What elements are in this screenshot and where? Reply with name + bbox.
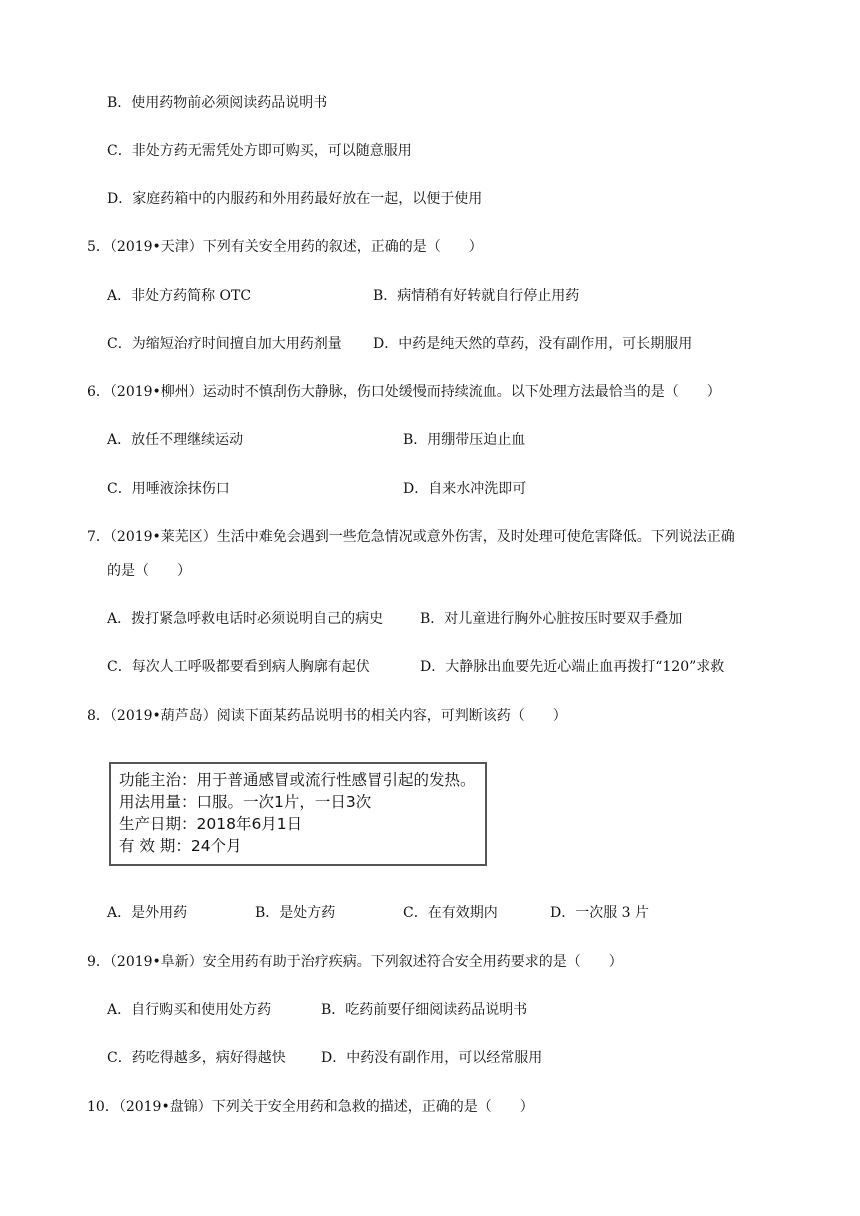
q6-option-b: B．用绷带压迫止血 (403, 432, 526, 448)
q5-stem: 5．（2019•天津）下列有关安全用药的叙述，正确的是（ ） (87, 239, 483, 255)
notice-production-date: 生产日期：2018年6月1日 (119, 815, 303, 833)
q8-option-a: A．是外用药 (107, 905, 188, 921)
q6-option-c: C．用唾液涂抹伤口 (107, 481, 230, 497)
q4-option-c: C．非处方药无需凭处方即可购买，可以随意服用 (107, 143, 412, 159)
q7-option-c: C．每次人工呼吸都要看到病人胸廓有起伏 (107, 659, 370, 675)
q10-stem: 10．（2019•盘锦）下列关于安全用药和急救的描述，正确的是（ ） (87, 1099, 534, 1115)
q9-stem: 9．（2019•阜新）安全用药有助于治疗疾病。下列叙述符合安全用药要求的是（ ） (87, 954, 623, 970)
notice-indications: 功能主治：用于普通感冒或流行性感冒引起的发热。 (119, 771, 476, 789)
q8-option-b: B．是处方药 (255, 905, 336, 921)
q4-option-b: B．使用药物前必须阅读药品说明书 (107, 95, 328, 111)
q7-option-b: B．对儿童进行胸外心脏按压时要双手叠加 (420, 611, 683, 627)
q7-stem-line2: 的是（ ） (107, 563, 191, 579)
q6-stem: 6．（2019•柳州）运动时不慎刮伤大静脉，伤口处缓慢而持续流血。以下处理方法最恰当的是（ ） (87, 384, 721, 400)
q8-option-d: D．一次服 3 片 (550, 905, 650, 921)
drug-instruction-box (109, 762, 487, 866)
q8-stem: 8．（2019•葫芦岛）阅读下面某药品说明书的相关内容，可判断该药（ ） (87, 708, 567, 724)
q7-option-d: D．大静脉出血要先近心端止血再拨打“120”求救 (420, 659, 725, 675)
q8-option-c: C．在有效期内 (403, 905, 498, 921)
q7-option-a: A．拨打紧急呼救电话时必须说明自己的病史 (107, 611, 384, 627)
q5-option-a: A．非处方药简称 OTC (107, 288, 252, 304)
q5-option-d: D．中药是纯天然的草药，没有副作用，可长期服用 (373, 336, 693, 352)
q9-option-a: A．自行购买和使用处方药 (107, 1002, 272, 1018)
q9-option-b: B．吃药前要仔细阅读药品说明书 (321, 1002, 528, 1018)
notice-validity: 有 效 期：24个月 (119, 837, 242, 855)
q4-option-d: D．家庭药箱中的内服药和外用药最好放在一起，以便于使用 (107, 191, 483, 207)
q6-option-d: D．自来水冲洗即可 (403, 481, 527, 497)
q7-stem-line1: 7．（2019•莱芜区）生活中难免会遇到一些危急情况或意外伤害，及时处理可使危害降低。下列说法正确 (87, 529, 735, 545)
q9-option-d: D．中药没有副作用，可以经常服用 (321, 1050, 543, 1066)
notice-dosage: 用法用量：口服。一次1片，一日3次 (119, 793, 372, 811)
q9-option-c: C．药吃得越多，病好得越快 (107, 1050, 286, 1066)
q5-option-b: B．病情稍有好转就自行停止用药 (373, 288, 580, 304)
q5-option-c: C．为缩短治疗时间擅自加大用药剂量 (107, 336, 342, 352)
q6-option-a: A．放任不理继续运动 (107, 432, 244, 448)
